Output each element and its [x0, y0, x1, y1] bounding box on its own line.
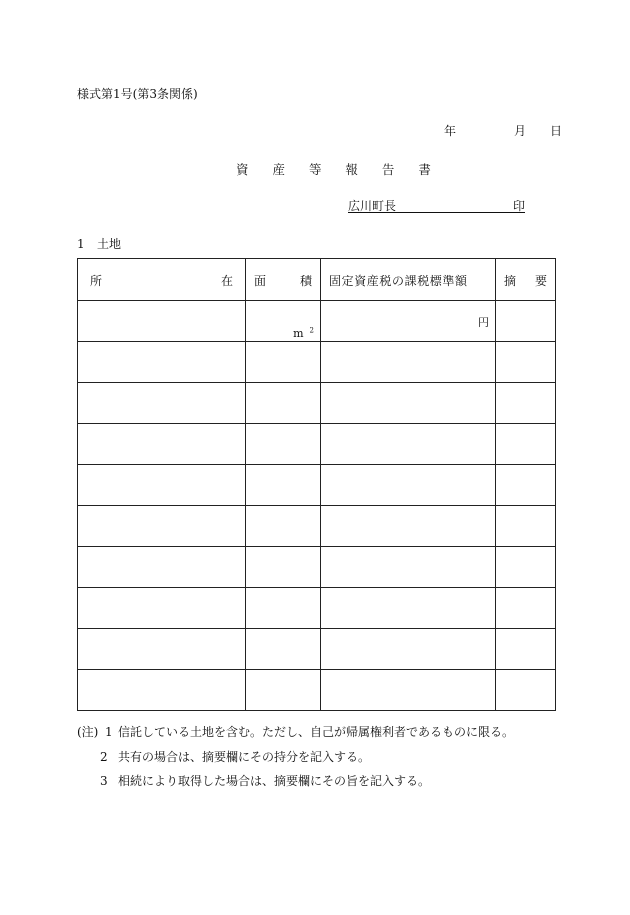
- cell-summary[interactable]: [496, 588, 556, 629]
- date-year: 年: [444, 124, 457, 138]
- mayor-name: 広川町長: [348, 199, 397, 213]
- cell-tax-value[interactable]: [321, 301, 496, 342]
- table-row: [78, 506, 556, 547]
- table-row: [78, 547, 556, 588]
- table-row: [78, 342, 556, 383]
- cell-location[interactable]: [78, 301, 246, 342]
- tax-value-unit: 円: [478, 316, 489, 329]
- header-location-right: 在: [220, 274, 233, 288]
- cell-area[interactable]: [246, 506, 321, 547]
- seal-mark: 印: [512, 199, 525, 213]
- cell-area[interactable]: [246, 342, 321, 383]
- note-number: 1: [105, 725, 113, 739]
- table-row: [78, 424, 556, 465]
- header-tax-value: [321, 259, 496, 301]
- table-header-row: [78, 259, 556, 301]
- cell-location[interactable]: [78, 424, 246, 465]
- cell-area[interactable]: [246, 629, 321, 670]
- header-area-left: 面: [254, 274, 267, 288]
- note-text: 共有の場合は、摘要欄にその持分を記入する。: [118, 749, 371, 764]
- date-line: [444, 122, 562, 139]
- table-row: [78, 670, 556, 711]
- cell-summary[interactable]: [496, 424, 556, 465]
- cell-location[interactable]: [78, 342, 246, 383]
- note-text: 信託している土地を含む。ただし、自己が帰属権利者であるものに限る。: [118, 725, 515, 739]
- section-number: 1: [77, 237, 85, 251]
- note-text: 相続により取得した場合は、摘要欄にその旨を記入する。: [118, 774, 431, 788]
- cell-summary[interactable]: [496, 301, 556, 342]
- land-table: [77, 258, 556, 711]
- date-month: 月: [514, 124, 527, 138]
- page-title: 資 産 等 報 告 書: [236, 162, 441, 177]
- cell-tax-value[interactable]: [321, 629, 496, 670]
- header-area: [246, 259, 321, 301]
- cell-location[interactable]: [78, 547, 246, 588]
- header-area-right: 積: [299, 274, 312, 288]
- cell-tax-value[interactable]: [321, 547, 496, 588]
- header-location-left: 所: [90, 274, 103, 288]
- header-summary: [496, 259, 556, 301]
- cell-tax-value[interactable]: [321, 465, 496, 506]
- cell-area[interactable]: [246, 588, 321, 629]
- table-row: [78, 301, 556, 342]
- cell-summary[interactable]: [496, 506, 556, 547]
- note-number: 3: [100, 774, 108, 788]
- cell-location[interactable]: [78, 670, 246, 711]
- cell-tax-value[interactable]: [321, 342, 496, 383]
- cell-area[interactable]: [246, 547, 321, 588]
- table-row: [78, 383, 556, 424]
- cell-tax-value[interactable]: [321, 383, 496, 424]
- cell-location[interactable]: [78, 588, 246, 629]
- cell-area[interactable]: [246, 670, 321, 711]
- cell-tax-value[interactable]: [321, 424, 496, 465]
- table-row: [78, 588, 556, 629]
- cell-area[interactable]: [246, 383, 321, 424]
- header-location: [78, 259, 246, 301]
- cell-tax-value[interactable]: [321, 588, 496, 629]
- cell-summary[interactable]: [496, 465, 556, 506]
- cell-location[interactable]: [78, 383, 246, 424]
- cell-summary[interactable]: [496, 629, 556, 670]
- header-summary-right: 要: [534, 274, 547, 288]
- cell-summary[interactable]: [496, 547, 556, 588]
- cell-area[interactable]: [246, 465, 321, 506]
- cell-area[interactable]: [246, 424, 321, 465]
- mayor-signature-line: [348, 197, 525, 213]
- table-row: [78, 465, 556, 506]
- section-label: 土地: [97, 237, 122, 251]
- cell-summary[interactable]: [496, 342, 556, 383]
- section-heading: [77, 235, 121, 252]
- cell-summary[interactable]: [496, 383, 556, 424]
- area-unit: m $^2$: [293, 326, 314, 340]
- cell-tax-value[interactable]: [321, 670, 496, 711]
- note-number: 2: [100, 749, 108, 764]
- note-marker: (注): [77, 725, 99, 739]
- table-row: [78, 629, 556, 670]
- date-day: 日: [550, 124, 563, 138]
- cell-area[interactable]: [246, 301, 321, 342]
- cell-location[interactable]: [78, 506, 246, 547]
- cell-location[interactable]: [78, 629, 246, 670]
- header-summary-left: 摘: [504, 274, 517, 288]
- cell-tax-value[interactable]: [321, 506, 496, 547]
- header-tax-value-label: 固定資産税の課税標準額: [329, 274, 468, 288]
- form-number: 様式第1号(第3条関係): [77, 87, 198, 101]
- cell-location[interactable]: [78, 465, 246, 506]
- cell-summary[interactable]: [496, 670, 556, 711]
